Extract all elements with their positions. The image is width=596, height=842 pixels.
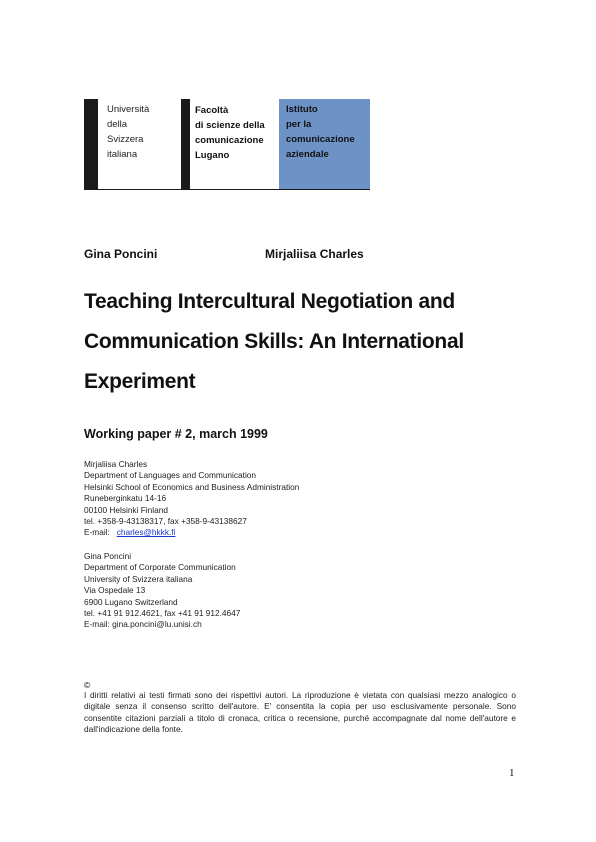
contact-line: Mirjaliisa Charles [84, 459, 148, 469]
university-line: Università [107, 104, 150, 115]
contact-block-charles [84, 459, 484, 539]
institute-line: comunicazione [286, 134, 355, 145]
email-label: E-mail: [84, 527, 110, 538]
contact-line: Department of Languages and Communication [84, 470, 257, 481]
contact-line: Via Ospedale 13 [84, 585, 146, 596]
title-line: Experiment [84, 370, 196, 393]
institute-line: per la [286, 119, 312, 130]
paper-title [84, 282, 564, 402]
contact-line: Gina Poncini [84, 551, 132, 561]
header-rule [84, 189, 370, 190]
contact-line: E-mail: gina.poncini@lu.unisi.ch [84, 619, 202, 630]
university-name [107, 102, 177, 162]
faculty-name [195, 103, 279, 163]
header-left-bar [84, 99, 98, 189]
contact-line: Runeberginkatu 14-16 [84, 493, 167, 504]
contact-line: tel. +358-9-43138317, fax +358-9-43138627 [84, 516, 247, 527]
email-link[interactable]: charles@hkkk.fi [116, 527, 176, 538]
university-line: italiana [107, 149, 138, 160]
faculty-line: Facoltà [195, 105, 229, 116]
contact-line: Department of Corporate Communication [84, 562, 236, 573]
title-line: Communication Skills: An International [84, 330, 464, 353]
contact-line: tel. +41 91 912.4621, fax +41 91 912.4647 [84, 608, 241, 619]
header-middle-bar [181, 99, 190, 189]
faculty-line: comunicazione [195, 135, 264, 146]
rights-notice: I diritti relativi ai testi firmati sono dei rispettivi autori. La riproduzione è vietata con qualsiasi mezzo analogico o digitale senza il consenso scritto dell'autore. E' consentita la copia per uso esclusivamente personale. Sono consentite citazioni parziali a titolo di cronaca, critica o recensione, purché accompagnate dal nome dell'autore e dall'indicazione della fonte. [84, 690, 516, 735]
contact-line: Helsinki School of Economics and Business Administration [84, 481, 300, 492]
institute-name [286, 102, 370, 162]
working-paper-label: Working paper # 2, march 1999 [84, 427, 268, 441]
author-name: Gina Poncini [84, 247, 158, 261]
contact-block-poncini [84, 551, 484, 631]
university-line: Svizzera [107, 134, 144, 145]
contact-line: University of Svizzera italiana [84, 573, 193, 584]
faculty-line: Lugano [195, 150, 230, 161]
faculty-line: di scienze della [195, 120, 265, 131]
institute-line: Istituto [286, 104, 318, 115]
copyright-symbol: © [84, 680, 91, 690]
contact-line: 00100 Helsinki Finland [84, 504, 168, 515]
institute-line: aziendale [286, 149, 329, 160]
contact-line: 6900 Lugano Switzerland [84, 596, 178, 607]
page-number: 1 [509, 767, 515, 779]
email-row [84, 527, 484, 538]
title-line: Teaching Intercultural Negotiation and [84, 290, 455, 313]
university-line: della [107, 119, 128, 130]
author-name: Mirjaliisa Charles [265, 247, 364, 261]
